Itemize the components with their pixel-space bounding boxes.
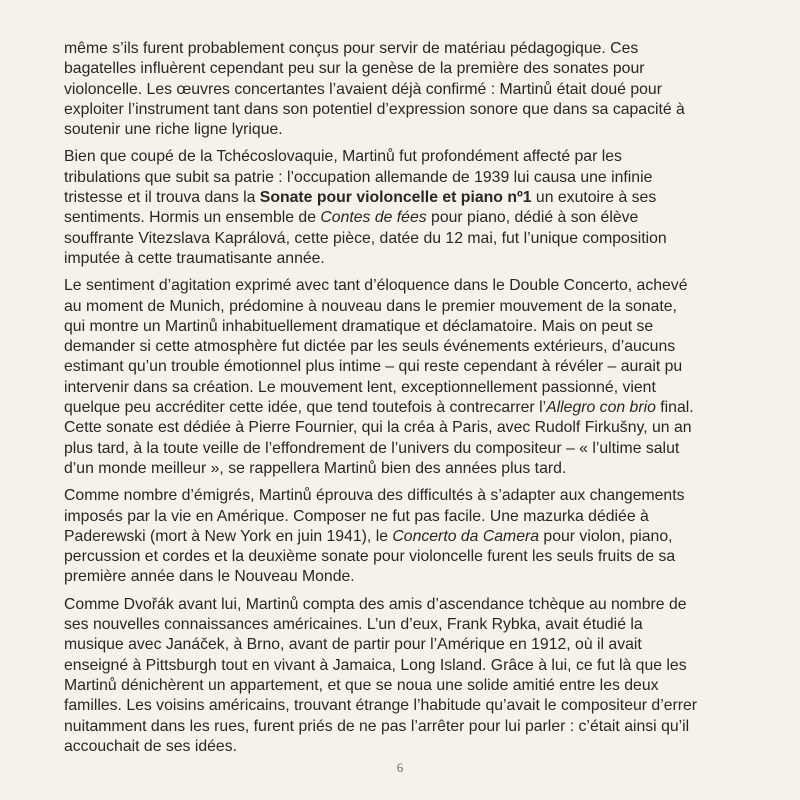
text-line	[64, 486, 740, 506]
text-run: violoncelle. Les œuvres concertantes l’avaient déjà confirmé : Martinů était doué pour	[64, 80, 662, 98]
italic-title: Allegro con brio	[546, 399, 656, 417]
text-line	[64, 100, 740, 120]
text-line	[64, 39, 740, 59]
text-run: première année dans le Nouveau Monde.	[64, 568, 355, 586]
text-run: exploiter l’instrument tant dans son potentiel d’expression sonore que dans sa capacité à	[64, 100, 685, 118]
text-run: nuitamment dans les rues, furent priés de ne pas l’arrêter pour lui parler : c’était ainsi qu’il	[64, 717, 690, 735]
text-run: imposés par la vie en Amérique. Composer ne fut pas facile. Une mazurka dédiée à	[64, 507, 649, 525]
text-run: soutenir une riche ligne lyrique.	[64, 121, 283, 139]
text-line	[64, 357, 740, 377]
text-line	[64, 378, 740, 398]
text-line	[64, 527, 740, 547]
text-run: quelque peu accréditer cette idée, que tend toutefois à contrecarrer l’	[64, 399, 547, 417]
text-line	[64, 418, 740, 438]
text-line	[64, 208, 740, 228]
text-line	[64, 59, 740, 79]
text-run: Cette sonate est dédiée à Pierre Fournier, qui la créa à Paris, avec Rudolf Firkušny, un an	[64, 419, 692, 437]
text-run: pour piano, dédié à son élève	[426, 209, 639, 227]
text-line	[64, 337, 740, 357]
text-run: plus tard, à la toute veille de l’effondrement de l’univers du compositeur – « l’ultime salut	[64, 439, 680, 457]
paragraph-4	[64, 486, 740, 587]
text-line	[64, 595, 740, 615]
text-run: Comme Dvořák avant lui, Martinů compta des amis d’ascendance tchèque au nombre de	[64, 595, 687, 613]
text-line	[64, 676, 740, 696]
text-run: tribulations que subit sa patrie : l’occupation allemande de 1939 lui causa une infinie	[64, 168, 653, 186]
text-run: un exutoire à ses	[531, 189, 657, 207]
text-line	[64, 147, 740, 167]
text-run: tristesse et il trouva dans la	[64, 189, 260, 207]
text-line	[64, 80, 740, 100]
text-run: Paderewski (mort à New York en juin 1941), le	[64, 527, 393, 545]
text-run: Martinů dénichèrent un appartement, et que se noua une solide amitié entre les deux	[64, 676, 659, 694]
page-number: 6	[396, 760, 404, 775]
text-run: accouchait de ses idées.	[64, 737, 237, 755]
body-text	[64, 39, 740, 764]
text-line	[64, 398, 740, 418]
text-run: imputée à cette traumatisante année.	[64, 249, 325, 267]
text-line	[64, 249, 740, 269]
text-run: demander si cette atmosphère fut dictée par les seuls événements extérieurs, d’aucuns	[64, 338, 676, 356]
text-run: familles. Les voisins américains, trouvant étrange l’habitude qu’avait le compositeur d’errer	[64, 697, 698, 715]
text-line	[64, 717, 740, 737]
paragraph-2	[64, 147, 740, 269]
text-line	[64, 188, 740, 208]
text-line	[64, 439, 740, 459]
text-line	[64, 120, 740, 140]
text-run: Comme nombre d’émigrés, Martinů éprouva des difficultés à s’adapter aux changements	[64, 487, 685, 505]
text-run: bagatelles influèrent cependant peu sur la genèse de la première des sonates pour	[64, 60, 645, 78]
italic-title: Contes de fées	[320, 209, 427, 227]
text-line	[64, 459, 740, 479]
text-run: Le sentiment d’agitation exprimé avec tant d’éloquence dans le Double Concerto, achevé	[64, 277, 688, 295]
text-run: sentiments. Hormis un ensemble de	[64, 209, 321, 227]
text-line	[64, 615, 740, 635]
italic-title: Concerto da Camera	[392, 527, 540, 545]
text-run: qui montre un Martinů inhabituellement dramatique et déclamatoire. Mais on peut se	[64, 317, 654, 335]
paragraph-3	[64, 276, 740, 479]
text-line	[64, 317, 740, 337]
text-line	[64, 297, 740, 317]
text-run: Bien que coupé de la Tchécoslovaquie, Martinů fut profondément affecté par les	[64, 148, 622, 166]
text-line	[64, 567, 740, 587]
text-run: même s’ils furent probablement conçus pour servir de matériau pédagogique. Ces	[64, 40, 639, 57]
text-run: souffrante Vitezslava Kaprálová, cette pièce, datée du 12 mai, fut l’unique composition	[64, 229, 667, 247]
paragraph-1	[64, 39, 740, 140]
text-line	[64, 635, 740, 655]
text-line	[64, 547, 740, 567]
text-line	[64, 229, 740, 249]
text-run: final.	[655, 399, 694, 417]
text-run: estimant qu’un trouble émotionnel plus intime – qui reste cependant à révéler – aurait pu	[64, 358, 683, 376]
text-run: enseigné à Pittsburgh tout en vivant à Jamaica, Long Island. Grâce à lui, ce fut là que les	[64, 656, 687, 674]
text-run: au moment de Munich, prédomine à nouveau dans le premier mouvement de la sonate,	[64, 297, 677, 315]
text-line	[64, 696, 740, 716]
text-line	[64, 737, 740, 757]
paragraph-5	[64, 595, 740, 757]
bold-title: Sonate pour violoncelle et piano nº1	[259, 189, 532, 207]
text-line	[64, 656, 740, 676]
text-run: musique avec Janáček, à Brno, avant de partir pour l’Amérique en 1912, où il avait	[64, 636, 642, 654]
text-line	[64, 168, 740, 188]
text-run: d’un monde meilleur », se rappellera Martinů bien des années plus tard.	[64, 459, 567, 477]
text-run: ses nouvelles connaissances américaines. L’un d’eux, Frank Rybka, avait étudié la	[64, 616, 643, 634]
text-run: percussion et cordes et la deuxième sonate pour violoncelle furent les seuls fruits de sa	[64, 548, 676, 566]
text-run: pour violon, piano,	[539, 527, 673, 545]
text-run: intervenir dans sa création. Le mouvement lent, exceptionnellement passionné, vient	[64, 378, 656, 396]
text-line	[64, 276, 740, 296]
text-line	[64, 507, 740, 527]
